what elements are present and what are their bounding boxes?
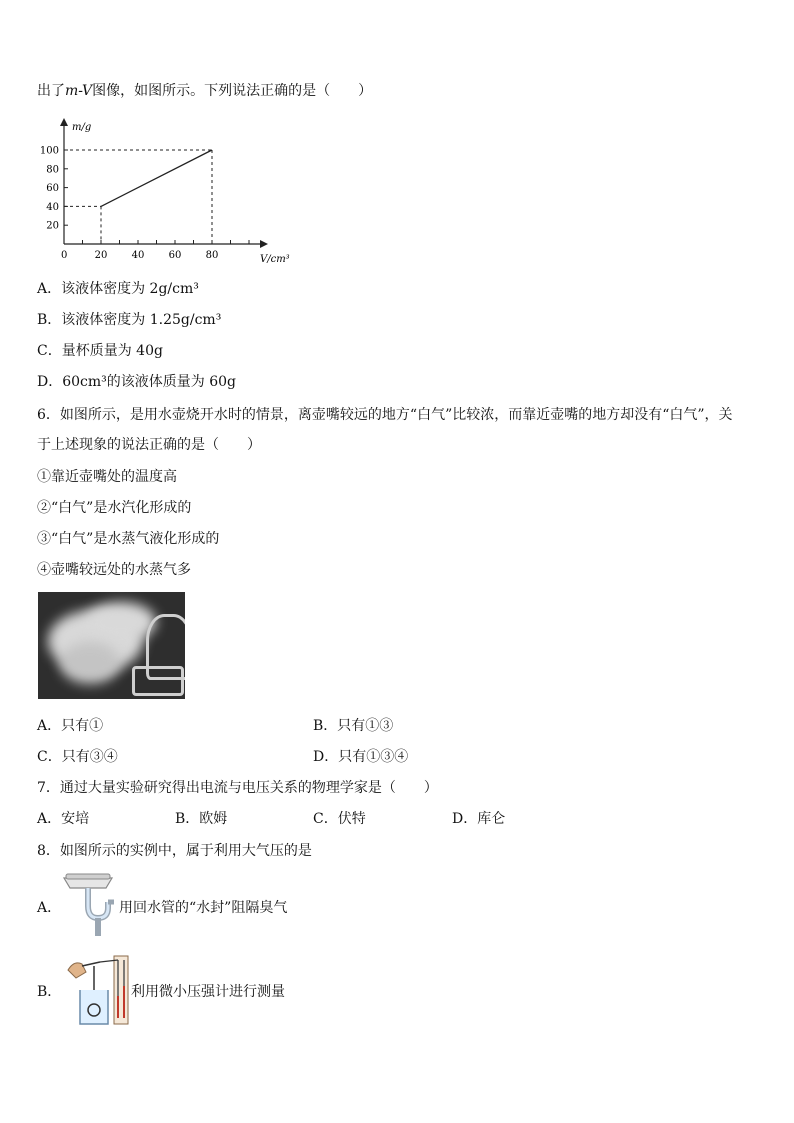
x-ticks [83, 240, 250, 261]
q6-statement-4: ④壶嘴较远处的水蒸气多 [37, 562, 191, 578]
q5-intro [37, 81, 372, 101]
q8-stem: 8．如图所示的实例中，属于利用大气压的是 [37, 843, 312, 859]
x-tick-label: 20 [94, 250, 108, 261]
q5-option-d[interactable]: D．60cm³的该液体质量为 60g [37, 374, 236, 390]
x-tick-label: 40 [131, 250, 145, 261]
x-tick-label: 60 [168, 250, 182, 261]
y-tick-label: 20 [46, 220, 59, 232]
q6-option-a[interactable]: A．只有① [37, 718, 104, 734]
q8-option-a-text: 用回水管的“水封”阻隔臭气 [119, 900, 288, 916]
q5-intro-prefix: 出了 [37, 83, 65, 99]
q7-option-c[interactable]: C．伏特 [313, 811, 366, 827]
sink-trap-icon [62, 872, 118, 938]
series [101, 150, 212, 206]
guide-lines [64, 150, 212, 244]
y-tick-label: 60 [46, 183, 59, 195]
q6-option-c[interactable]: C．只有③④ [37, 749, 118, 765]
origin-label: 0 [61, 250, 68, 261]
q8-option-b-letter[interactable]: B． [37, 984, 62, 1000]
q5-option-b[interactable]: B．该液体密度为 1.25g/cm³ [37, 312, 222, 328]
mv-graph [30, 112, 310, 272]
pressure-gauge-icon [60, 952, 132, 1028]
q6-option-b[interactable]: B．只有①③ [313, 718, 394, 734]
q7-option-b[interactable]: B．欧姆 [175, 811, 228, 827]
q7-stem: 7．通过大量实验研究得出电流与电压关系的物理学家是（ ） [37, 780, 438, 796]
y-tick-label: 40 [46, 201, 59, 213]
x-axis-label: V/cm³ [260, 254, 290, 265]
q5-option-c[interactable]: C．量杯质量为 40g [37, 343, 163, 359]
q5-intro-suffix: 图像，如图所示。下列说法正确的是（ ） [92, 83, 373, 99]
q7-option-d[interactable]: D．库仑 [452, 811, 506, 827]
q8-option-b-text: 利用微小压强计进行测量 [131, 984, 285, 1000]
x-axis-arrow [260, 240, 268, 248]
q5-option-a[interactable]: A．该液体密度为 2g/cm³ [37, 281, 199, 297]
y-tick-label: 100 [39, 145, 59, 157]
x-tick-label: 80 [205, 250, 219, 261]
q6-statement-3: ③“白气”是水蒸气液化形成的 [37, 531, 220, 547]
q6-statement-1: ①靠近壶嘴处的温度高 [37, 469, 177, 485]
kettle-steam-photo [38, 592, 185, 699]
q6-stem-line2: 于上述现象的说法正确的是（ ） [37, 437, 261, 453]
q7-option-a[interactable]: A．安培 [37, 811, 90, 827]
q6-stem-line1: 6．如图所示，是用水壶烧开水时的情景，离壶嘴较远的地方“白气”比较浓，而靠近壶嘴的地方却没有“白气”，关 [37, 407, 733, 423]
y-axis-arrow [60, 118, 68, 126]
q5-intro-variable: m-V [65, 83, 93, 99]
q6-option-d[interactable]: D．只有①③④ [313, 749, 409, 765]
q8-option-a-letter[interactable]: A． [37, 900, 62, 916]
mv-line [101, 150, 212, 206]
q6-statement-2: ②“白气”是水汽化形成的 [37, 500, 192, 516]
y-axis-label: m/g [72, 122, 92, 133]
y-tick-label: 80 [46, 164, 59, 176]
